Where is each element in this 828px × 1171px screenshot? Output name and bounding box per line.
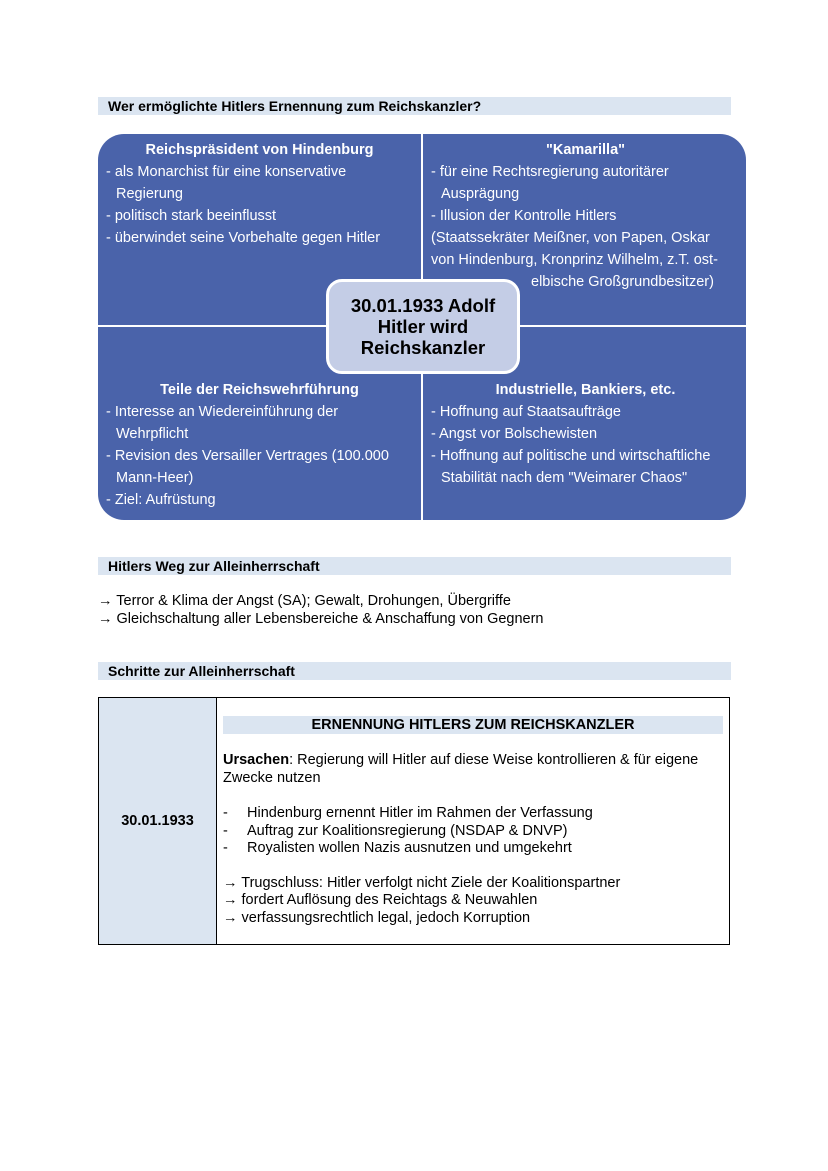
step-title: ERNENNUNG HITLERS ZUM REICHSKANZLER <box>223 716 723 734</box>
step-date: 30.01.1933 <box>99 698 217 945</box>
step-content <box>217 698 730 945</box>
road-line: → Terror & Klima der Angst (SA); Gewalt, Drohungen, Übergriffe <box>98 593 511 609</box>
quadrant-title: Teile der Reichswehrführung <box>160 382 359 398</box>
section-heading-steps: Schritte zur Alleinherrschaft <box>98 662 731 680</box>
quadrant-item: - Angst vor Bolschewisten <box>431 426 598 442</box>
quadrant-item: - Interesse an Wiedereinführung der Wehrpflicht <box>106 404 339 442</box>
quadrant-note: elbische Großgrundbesitzer) <box>531 274 714 290</box>
quadrant-item: - Illusion der Kontrolle Hitlers <box>431 208 617 224</box>
quadrant-title: Industrielle, Bankiers, etc. <box>495 382 676 398</box>
quadrant-item: - Hoffnung auf politische und wirtschaftliche Stabilität nach dem "Weimarer Chaos" <box>431 448 711 486</box>
dash-marker: - <box>223 805 228 821</box>
quadrant-item: - Hoffnung auf Staatsaufträge <box>431 404 621 420</box>
road-line: → Gleichschaltung aller Lebensbereiche & Anschaffung von Gegnern <box>98 611 544 627</box>
conclusion-line: → verfassungsrechtlich legal, jedoch Korruption <box>223 909 531 926</box>
list-item <box>223 823 723 841</box>
cause-label: Ursachen <box>223 752 290 768</box>
quadrant-item: - Revision des Versailler Vertrages (100.000 Mann-Heer) <box>106 448 389 486</box>
step-conclusions <box>223 875 723 928</box>
quadrant-item: - überwindet seine Vorbehalte gegen Hitler <box>106 230 381 246</box>
quadrant-item: - für eine Rechtsregierung autoritärer Ausprägung <box>431 164 669 202</box>
quadrant-note: (Staatssekräter Meißner, von Papen, Oskar <box>431 230 710 246</box>
cause-text: : Regierung will Hitler auf diese Weise kontrollieren & für eigene Zwecke nutzen <box>223 752 699 786</box>
quadrant-note: von Hindenburg, Kronprinz Wilhelm, z.T. ost- <box>431 252 718 268</box>
section-heading-appointment: Wer ermöglichte Hitlers Ernennung zum Reichskanzler? <box>98 97 731 115</box>
dash-marker: - <box>223 840 228 856</box>
point-text: Hindenburg ernennt Hitler im Rahmen der Verfassung <box>247 805 593 821</box>
list-item <box>223 805 723 823</box>
conclusion-line: → Trugschluss: Hitler verfolgt nicht Ziele der Koalitionspartner <box>223 874 621 891</box>
quadrant-item: - Ziel: Aufrüstung <box>106 492 216 508</box>
road-list <box>98 592 544 628</box>
point-text: Auftrag zur Koalitionsregierung (NSDAP & DNVP) <box>247 822 568 839</box>
dash-marker: - <box>223 822 228 839</box>
conclusion-line: → fordert Auflösung des Reichtags & Neuwahlen <box>223 892 538 908</box>
quadrant-title: Reichspräsident von Hindenburg <box>145 142 374 158</box>
list-item <box>223 840 723 858</box>
section-heading-road: Hitlers Weg zur Alleinherrschaft <box>98 557 731 575</box>
point-text: Royalisten wollen Nazis ausnutzen und umgekehrt <box>247 840 572 856</box>
step-cause <box>223 752 723 787</box>
table-row <box>99 698 730 945</box>
quadrant-item: - als Monarchist für eine konservative Regierung <box>106 164 347 202</box>
step-points <box>223 805 723 858</box>
quadrant-title: "Kamarilla" <box>545 142 626 158</box>
steps-table <box>98 697 730 945</box>
center-event-box: 30.01.1933 Adolf Hitler wird Reichskanzler <box>326 279 520 374</box>
quadrant-item: - politisch stark beeinflusst <box>106 208 277 224</box>
